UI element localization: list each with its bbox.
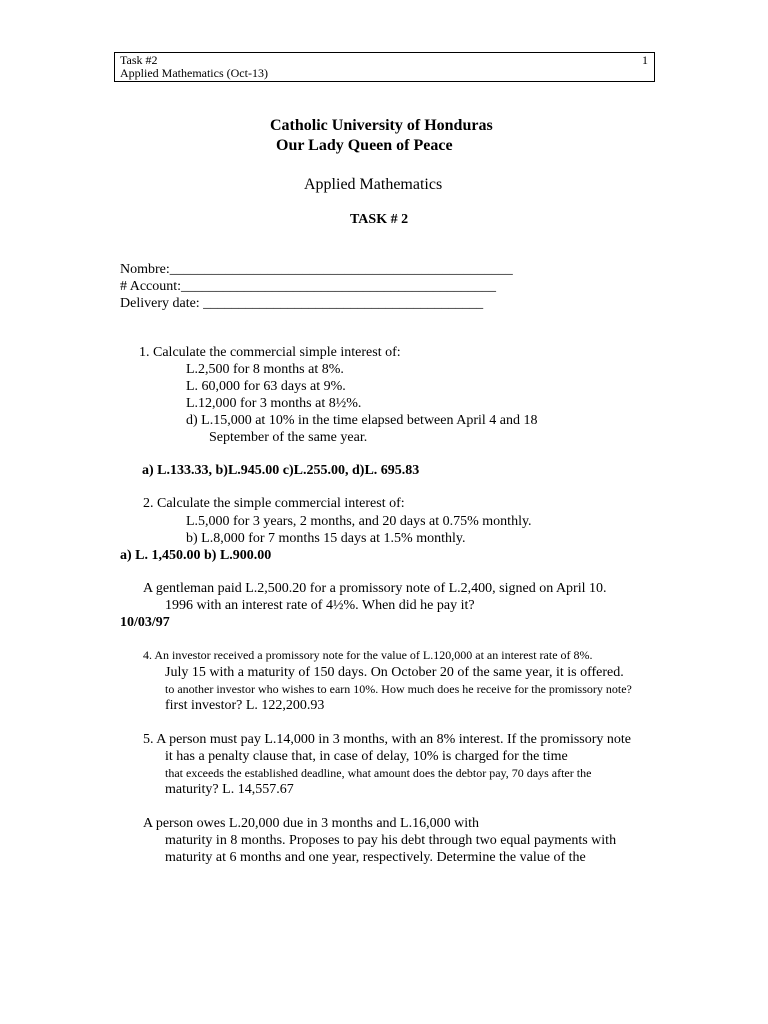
q2-item-b: b) L.8,000 for 7 months 15 days at 1.5% monthly. xyxy=(186,531,466,546)
q4-line1: 4. An investor received a promissory note for the value of L.120,000 at an interest rate of 8%. xyxy=(143,648,593,662)
task-title: TASK # 2 xyxy=(350,212,409,227)
q3-line1: A gentleman paid L.2,500.20 for a promissory note of L.2,400, signed on April 10. xyxy=(143,581,607,596)
q6-line2: maturity in 8 months. Proposes to pay his debt through two equal payments with xyxy=(165,833,617,848)
q5-line4: maturity? L. 14,557.67 xyxy=(165,782,294,797)
q4-line3: to another investor who wishes to earn 10%. How much does he receive for the promissory note? xyxy=(165,682,632,696)
name-field: Nombre:_________________________________________________ xyxy=(120,262,513,277)
page-number: 1 xyxy=(642,53,648,67)
q4-line4: first investor? L. 122,200.93 xyxy=(165,698,325,713)
header-task: Task #2 xyxy=(120,53,158,67)
account-field: # Account:_____________________________________________ xyxy=(120,279,497,294)
q5-line2: it has a penalty clause that, in case of delay, 10% is charged for the time xyxy=(165,749,568,764)
q2-answer: a) L. 1,450.00 b) L.900.00 xyxy=(120,548,272,563)
q1-item-d-line2: September of the same year. xyxy=(209,430,368,445)
q6-line3: maturity at 6 months and one year, respectively. Determine the value of the xyxy=(165,850,586,865)
q1-item-c: L.12,000 for 3 months at 8½%. xyxy=(186,396,362,411)
university-title: Catholic University of Honduras xyxy=(270,117,493,134)
q1-item-a: L.2,500 for 8 months at 8%. xyxy=(186,362,344,377)
q1-prompt: 1. Calculate the commercial simple interest of: xyxy=(139,345,401,360)
q5-line1: 5. A person must pay L.14,000 in 3 months, with an 8% interest. If the promissory note xyxy=(143,732,632,747)
q6-line1: A person owes L.20,000 due in 3 months and L.16,000 with xyxy=(143,816,479,831)
q2-prompt: 2. Calculate the simple commercial interest of: xyxy=(143,496,405,511)
delivery-date-field: Delivery date: ________________________________________ xyxy=(120,296,484,311)
q3-line2: 1996 with an interest rate of 4½%. When did he pay it? xyxy=(165,598,475,613)
q4-line2: July 15 with a maturity of 150 days. On October 20 of the same year, it is offered. xyxy=(165,665,624,680)
q3-answer: 10/03/97 xyxy=(120,615,170,630)
q2-item-a: L.5,000 for 3 years, 2 months, and 20 days at 0.75% monthly. xyxy=(186,514,532,529)
q1-item-d-line1: d) L.15,000 at 10% in the time elapsed between April 4 and 18 xyxy=(186,413,538,428)
q1-answer: a) L.133.33, b)L.945.00 c)L.255.00, d)L. 695.83 xyxy=(142,463,420,478)
q1-item-b: L. 60,000 for 63 days at 9%. xyxy=(186,379,346,394)
campus-title: Our Lady Queen of Peace xyxy=(276,137,453,154)
q5-line3: that exceeds the established deadline, what amount does the debtor pay, 70 days after the xyxy=(165,766,592,780)
header-course: Applied Mathematics (Oct-13) xyxy=(120,66,268,80)
subject-title: Applied Mathematics xyxy=(304,176,443,193)
page-header xyxy=(114,52,655,82)
